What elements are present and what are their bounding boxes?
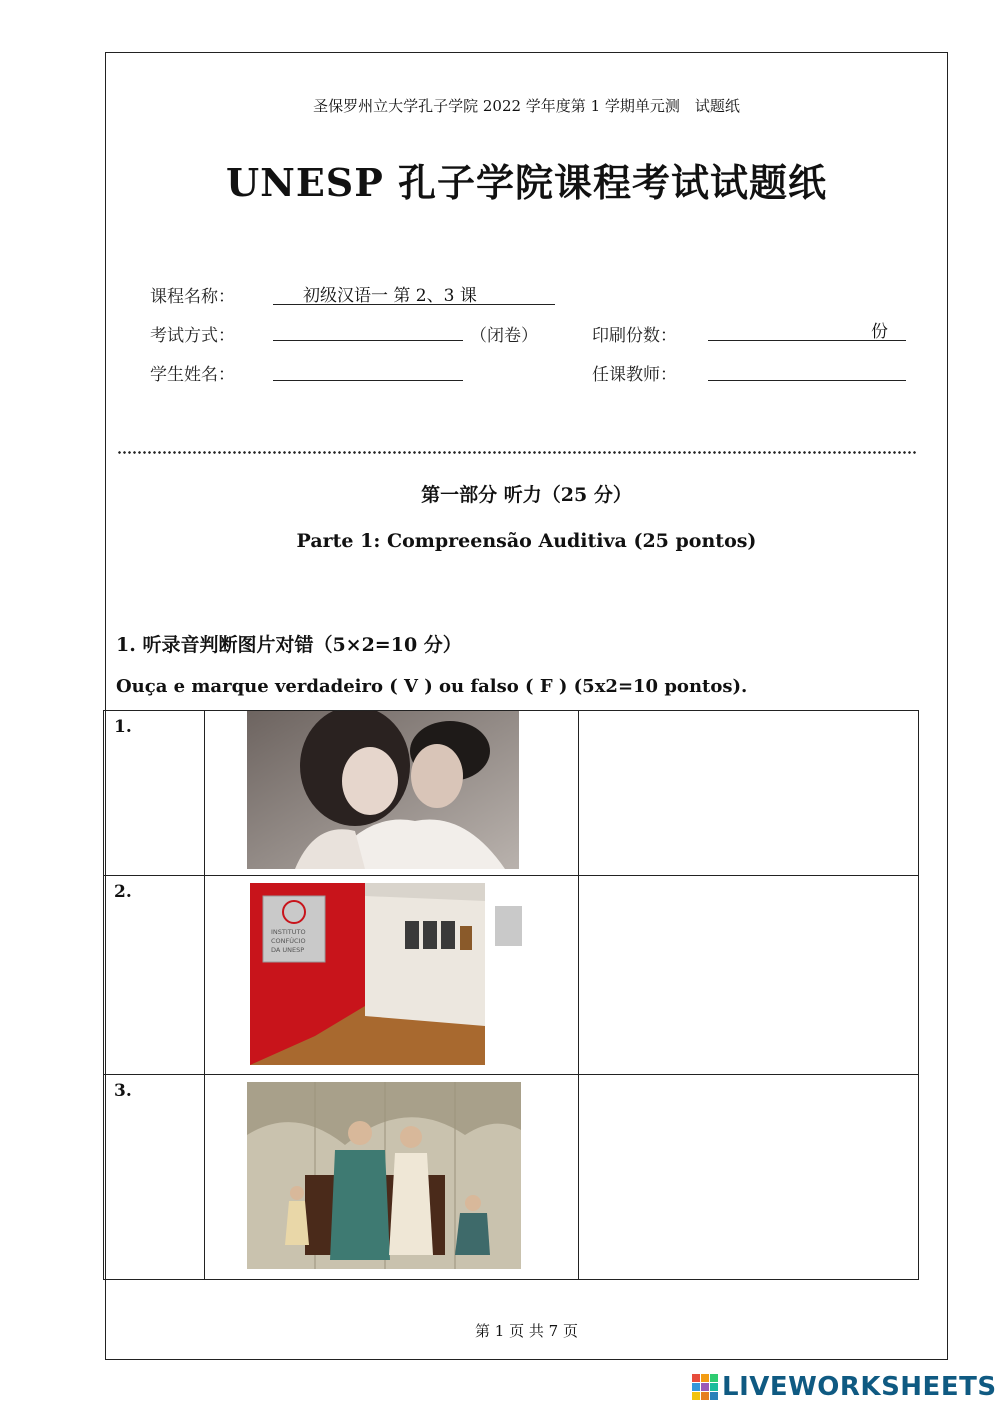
row-number-cell: [104, 1075, 205, 1280]
section-title-cn: 第一部分 听力（25 分）: [421, 484, 632, 506]
exam-mode-suffix: （闭卷）: [470, 326, 538, 346]
section-title-pt: Parte 1: Compreensão Auditiva (25 pontos): [296, 530, 757, 552]
copies-label: 印刷份数：: [592, 326, 677, 346]
question-title-cn: 1. 听录音判断图片对错（5×2=10 分）: [116, 634, 462, 656]
image-cell: [205, 1075, 578, 1280]
page-footer: 第 1 页 共 7 页: [475, 1322, 578, 1340]
answer-cell[interactable]: [578, 711, 918, 876]
confucius-institute-hallway-photo: [205, 876, 577, 1070]
school-line: 圣保罗州立大学孔子学院 2022 学年度第 1 学期单元测 试题纸: [313, 97, 740, 115]
student-label: 学生姓名：: [150, 365, 235, 385]
sign-line: DA UNESP: [271, 946, 305, 954]
image-cell: [205, 711, 578, 876]
logo-mark-icon: [692, 1374, 718, 1400]
dotted-separator: [117, 450, 917, 458]
teacher-label: 任课教师：: [592, 365, 677, 385]
answer-cell[interactable]: [578, 876, 918, 1075]
table-row: [104, 876, 919, 1075]
family-traditional-clothes-photo: [205, 1075, 577, 1275]
sign-line: INSTITUTO: [271, 928, 306, 936]
course-value-field: 初级汉语一 第 2、3 课: [273, 281, 555, 305]
page-title: UNESP 孔子学院课程考试试题纸: [225, 160, 828, 205]
student-name-field[interactable]: [273, 357, 463, 381]
row-number: 2.: [114, 882, 132, 902]
couple-embrace-photo: [205, 711, 577, 871]
teacher-field[interactable]: [708, 357, 906, 381]
question-title-pt: Ouça e marque verdadeiro ( V ) ou falso ( F ) (5x2=10 pontos).: [116, 676, 748, 697]
row-number-cell: [104, 876, 205, 1075]
course-label: 课程名称：: [150, 287, 235, 307]
sign-line: CONFÚCIO: [271, 937, 306, 945]
answer-table: [103, 710, 919, 1280]
table-row: [104, 711, 919, 876]
exam-mode-label: 考试方式：: [150, 326, 235, 346]
row-number-cell: [104, 711, 205, 876]
logo-text: LIVEWORKSHEETS: [722, 1372, 997, 1402]
image-cell: [205, 876, 578, 1075]
row-number: 1.: [114, 717, 132, 737]
exam-mode-field[interactable]: [273, 317, 463, 341]
answer-cell[interactable]: [578, 1075, 918, 1280]
copies-field[interactable]: 份: [708, 317, 906, 341]
liveworksheets-logo: [692, 1372, 997, 1402]
row-number: 3.: [114, 1081, 132, 1101]
table-row: [104, 1075, 919, 1280]
